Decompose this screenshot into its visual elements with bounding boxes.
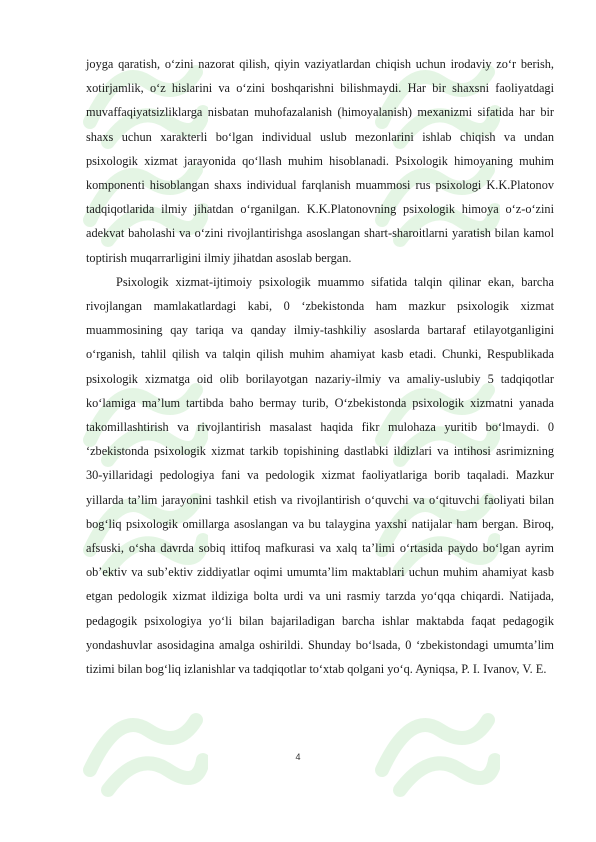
watermark-logo bbox=[370, 690, 500, 810]
paragraph-continuation: joyga qaratish, o‘zini nazorat qilish, qiyin vaziyatlardan chiqish uchun irodaviy zo‘r berish, xotirjamlik, o‘z hislarini va o‘zini boshqarishni bilishmaydi. Har bir shaxsni faoliyatdagi muvaffaqiyatsizliklarga nisbatan muhofazalanish (himoyalanish) mexanizmi sifatida har bir shaxs uchun xarakterli bo‘lgan individual uslub mezonlarini ishlab chiqish va undan psixologik xizmat jarayonida qo‘llash muhim hisoblanadi. Psixologik himoyaning muhim komponenti hisoblangan shaxs individual farqlanish muammosi rus psixologi K.K.Platonov tadqiqotlarida ilmiy jihatdan o‘rganilgan. K.K.Platonovning psixologik himoya o‘z-o‘zini adekvat baholashi va o‘zini rivojlantirishga asoslangan shart-sharoitlarni yaratish bilan kamol toptirish muqarrarligini ilmiy jihatdan asoslab bergan. bbox=[86, 57, 554, 265]
paragraph-psychological-service: Psixologik xizmat-ijtimoiy psixologik muammo sifatida talqin qilinar ekan, barcha rivojlangan mamlakatlardagi kabi, 0 ‘zbekistonda ham mazkur psixologik xizmat muammosining qay tariqa va qanday ilmiy-tashkiliy asoslarda bartaraf etilayotganligini o‘rganish, tahlil qilish va talqin qilish muhim ahamiyat kasb etadi. Chunki, Respublikada psixologik xizmatga oid olib borilayotgan nazariy-ilmiy va amaliy-uslubiy 5 tadqiqotlar ko‘lamiga ma’lum tartibda baho bermay turib, O‘zbekistonda psixologik xizmatni yanada takomillashtirish va rivojlantirish masalast haqida fikr mulohaza yuritib bo‘lmaydi. 0 ‘zbekistonda psixologik xizmat tarkib topishining dastlabki ildizlari va intihosi asrimizning 30-yillaridagi pedologiya fani va pedologik xizmat faoliyatlariga borib taqaladi. Mazkur yillarda ta’lim jarayonini tashkil etish va rivojlantirish o‘quvchi va o‘qituvchi faoliyati bilan bog‘liq psixologik omillarga asoslangan va bu talaygina yaxshi natijalar ham bergan. Biroq, afsuski, o‘sha davrda sobiq ittifoq mafkurasi va xalq ta’limi o‘rtasida paydo bo‘lgan ayrim ob’ektiv va sub’ektiv ziddiyatlar oqimi umumta’lim maktablari uchun muhim ahamiyat kasb etgan pedologik xizmat ildiziga bolta urdi va uni rasmiy tarzda yo‘qqa chiqardi. Natijada, pedagogik psixologiya yo‘li bilan bajariladigan barcha ishlar maktabda faqat pedagogik yondashuvlar asosidagina amalga oshirildi. Shunday bo‘lsada, 0 ‘zbekistondagi umumta’lim tizimi bilan bog‘liq izlanishlar va tadqiqotlar to‘xtab qolgani yo‘q. Ayniqsa, P. I. Ivanov, V. E. bbox=[86, 274, 554, 677]
watermark-logo bbox=[78, 690, 208, 810]
page-number: 4 bbox=[295, 752, 301, 762]
document-body bbox=[86, 52, 554, 681]
